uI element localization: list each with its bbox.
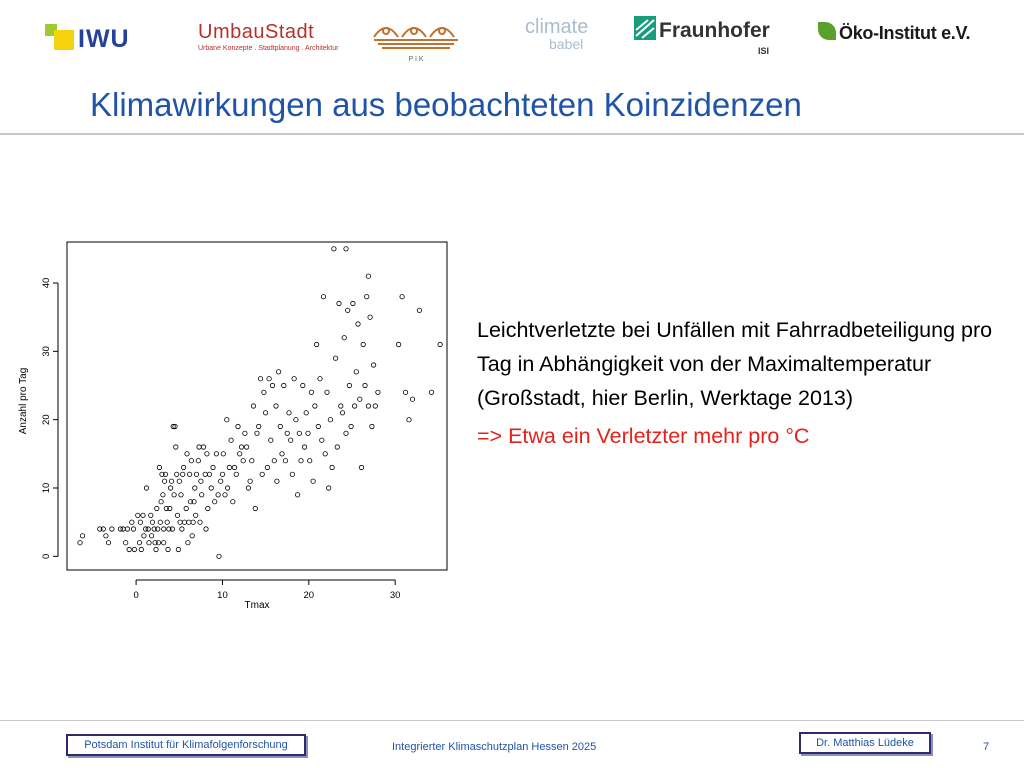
x-tick-label: 0 <box>133 590 139 601</box>
data-point <box>327 486 331 490</box>
iwu-logo-yellow-square <box>54 30 74 50</box>
scatter-points <box>78 247 443 559</box>
data-point <box>283 459 287 463</box>
data-point <box>191 520 195 524</box>
data-point <box>187 472 191 476</box>
data-point <box>236 424 240 428</box>
data-point <box>139 547 143 551</box>
data-point <box>294 418 298 422</box>
data-point <box>255 431 259 435</box>
data-point <box>263 411 267 415</box>
data-point <box>165 520 169 524</box>
data-point <box>204 527 208 531</box>
data-point <box>370 424 374 428</box>
fraunhofer-mark-icon <box>634 16 656 40</box>
data-point <box>106 541 110 545</box>
data-point <box>253 506 257 510</box>
data-point <box>241 459 245 463</box>
data-point <box>342 336 346 340</box>
data-point <box>407 418 411 422</box>
data-point <box>371 363 375 367</box>
description-text: Leichtverletzte bei Unfällen mit Fahrradbeteiligung pro Tag in Abhängigkeit von der Maximaltemperatur (Großstadt, hier Berlin, Werktage 2013) <box>477 318 993 410</box>
data-point <box>185 452 189 456</box>
data-point <box>147 541 151 545</box>
y-tick-label: 40 <box>41 277 52 289</box>
iwu-logo-text: IWU <box>78 25 130 53</box>
data-point <box>358 397 362 401</box>
x-tick-label: 20 <box>303 590 315 601</box>
footer-author: Dr. Matthias Lüdeke <box>799 732 931 754</box>
data-point <box>121 527 125 531</box>
data-point <box>216 493 220 497</box>
data-point <box>340 411 344 415</box>
data-point <box>368 315 372 319</box>
data-point <box>227 465 231 469</box>
data-point <box>186 541 190 545</box>
data-point <box>136 513 140 517</box>
data-point <box>232 465 236 469</box>
x-axis <box>133 580 400 601</box>
data-point <box>400 295 404 299</box>
data-point <box>346 308 350 312</box>
y-tick-label: 20 <box>41 414 52 425</box>
data-point <box>194 513 198 517</box>
data-point <box>304 411 308 415</box>
data-point <box>196 459 200 463</box>
data-point <box>306 431 310 435</box>
data-point <box>162 527 166 531</box>
data-point <box>178 520 182 524</box>
data-point <box>198 520 202 524</box>
data-point <box>244 445 248 449</box>
data-point <box>366 404 370 408</box>
data-point <box>278 424 282 428</box>
data-point <box>302 445 306 449</box>
data-point <box>267 377 271 381</box>
pik-logo-text: P I K <box>408 56 424 63</box>
footer-institute: Potsdam Institut für Klimafolgenforschung <box>66 734 306 756</box>
data-point <box>190 534 194 538</box>
plot-frame <box>67 242 447 570</box>
data-point <box>181 472 185 476</box>
data-point <box>344 247 348 251</box>
fraunhofer-logo-sub: ISI <box>758 46 770 56</box>
data-point <box>332 247 336 251</box>
data-point <box>162 541 166 545</box>
data-point <box>243 431 247 435</box>
data-point <box>282 383 286 387</box>
data-point <box>172 493 176 497</box>
data-point <box>250 459 254 463</box>
data-point <box>211 465 215 469</box>
data-point <box>265 465 269 469</box>
y-axis-label: Anzahl pro Tag <box>18 367 29 435</box>
data-point <box>213 500 217 504</box>
data-point <box>335 445 339 449</box>
data-point <box>137 541 141 545</box>
data-point <box>356 322 360 326</box>
data-point <box>174 445 178 449</box>
data-point <box>203 472 207 476</box>
footer-project: Integrierter Klimaschutzplan Hessen 2025 <box>392 741 597 753</box>
data-point <box>104 534 108 538</box>
x-tick-label: 30 <box>389 590 401 601</box>
climate-babel-logo-line1: climate <box>525 16 589 38</box>
data-point <box>410 397 414 401</box>
data-point <box>209 486 213 490</box>
data-point <box>166 547 170 551</box>
data-point <box>150 520 154 524</box>
data-point <box>376 390 380 394</box>
data-point <box>352 404 356 408</box>
data-point <box>363 383 367 387</box>
data-point <box>177 479 181 483</box>
data-point <box>225 418 229 422</box>
data-point <box>359 465 363 469</box>
data-point <box>239 445 243 449</box>
data-point <box>200 493 204 497</box>
data-point <box>251 404 255 408</box>
data-point <box>344 431 348 435</box>
data-point <box>260 472 264 476</box>
data-point <box>193 486 197 490</box>
data-point <box>365 295 369 299</box>
data-point <box>125 527 129 531</box>
data-point <box>308 459 312 463</box>
data-point <box>131 527 135 531</box>
data-point <box>141 513 145 517</box>
data-point <box>289 438 293 442</box>
data-point <box>182 520 186 524</box>
data-point <box>275 479 279 483</box>
data-point <box>351 301 355 305</box>
data-point <box>396 342 400 346</box>
data-point <box>330 465 334 469</box>
data-point <box>299 459 303 463</box>
data-point <box>301 383 305 387</box>
data-point <box>285 431 289 435</box>
data-point <box>321 295 325 299</box>
umbaustadt-logo-subtitle: Urbane Konzepte . Stadtplanung . Architektur <box>198 45 339 52</box>
title-divider <box>0 133 1024 135</box>
data-point <box>238 452 242 456</box>
data-point <box>354 370 358 374</box>
data-point <box>290 472 294 476</box>
data-point <box>175 513 179 517</box>
data-point <box>205 452 209 456</box>
data-point <box>80 534 84 538</box>
data-point <box>417 308 421 312</box>
data-point <box>318 377 322 381</box>
data-point <box>276 370 280 374</box>
data-point <box>272 459 276 463</box>
pik-logo <box>368 15 464 65</box>
climate-babel-logo-line2: babel <box>549 36 584 52</box>
data-point <box>223 493 227 497</box>
data-point <box>438 342 442 346</box>
data-point <box>295 493 299 497</box>
data-point <box>127 547 131 551</box>
data-point <box>184 506 188 510</box>
umbaustadt-logo-title: UmbauStadt <box>198 21 315 43</box>
data-point <box>231 500 235 504</box>
y-axis <box>41 278 58 559</box>
data-point <box>403 390 407 394</box>
partner-logos <box>0 0 1024 80</box>
data-point <box>214 452 218 456</box>
data-point <box>297 431 301 435</box>
y-tick-label: 30 <box>41 346 52 357</box>
data-point <box>158 520 162 524</box>
data-point <box>179 493 183 497</box>
x-tick-label: 10 <box>217 590 228 601</box>
data-point <box>287 411 291 415</box>
data-point <box>257 424 261 428</box>
oeko-leaf-icon <box>818 22 836 40</box>
data-point <box>429 390 433 394</box>
data-point <box>162 479 166 483</box>
data-point <box>347 383 351 387</box>
data-point <box>207 472 211 476</box>
y-tick-label: 0 <box>41 553 52 559</box>
data-point <box>206 506 210 510</box>
data-point <box>320 438 324 442</box>
data-point <box>269 438 273 442</box>
oeko-institut-logo-text: Öko-Institut e.V. <box>839 23 971 43</box>
y-tick-label: 10 <box>41 482 52 494</box>
data-point <box>219 479 223 483</box>
data-point <box>181 465 185 469</box>
data-point <box>169 479 173 483</box>
data-point <box>373 404 377 408</box>
data-point <box>154 547 158 551</box>
slide-title: Klimawirkungen aus beobachteten Koinzidenzen <box>90 86 802 123</box>
data-point <box>124 541 128 545</box>
x-axis-label: Tmax <box>244 600 270 611</box>
data-point <box>280 452 284 456</box>
data-point <box>337 301 341 305</box>
data-point <box>234 472 238 476</box>
data-point <box>155 506 159 510</box>
data-point <box>217 554 221 558</box>
data-point <box>328 418 332 422</box>
data-point <box>194 472 198 476</box>
data-point <box>366 274 370 278</box>
data-point <box>176 547 180 551</box>
data-point <box>262 390 266 394</box>
data-point <box>168 486 172 490</box>
data-point <box>187 520 191 524</box>
data-point <box>248 479 252 483</box>
result-text: => Etwa ein Verletzter mehr pro °C <box>477 424 810 448</box>
data-point <box>220 472 224 476</box>
data-point <box>157 465 161 469</box>
data-point <box>314 342 318 346</box>
data-point <box>313 404 317 408</box>
data-point <box>78 541 82 545</box>
fraunhofer-logo-text: Fraunhofer <box>659 19 770 42</box>
data-point <box>132 547 136 551</box>
data-point <box>292 377 296 381</box>
scatter-chart <box>0 232 460 622</box>
data-point <box>225 486 229 490</box>
data-point <box>221 452 225 456</box>
data-point <box>175 472 179 476</box>
data-point <box>149 534 153 538</box>
footer-divider <box>0 720 1024 721</box>
data-point <box>138 520 142 524</box>
data-point <box>316 424 320 428</box>
data-point <box>349 424 353 428</box>
slide-description <box>477 313 1017 453</box>
data-point <box>246 486 250 490</box>
data-point <box>180 527 184 531</box>
data-point <box>333 356 337 360</box>
data-point <box>361 342 365 346</box>
umbaustadt-logo <box>198 21 338 52</box>
data-point <box>309 390 313 394</box>
page-number: 7 <box>983 741 990 753</box>
data-point <box>274 404 278 408</box>
data-point <box>258 377 262 381</box>
data-point <box>339 404 343 408</box>
data-point <box>199 479 203 483</box>
data-point <box>189 459 193 463</box>
data-point <box>323 452 327 456</box>
data-point <box>130 520 134 524</box>
data-point <box>110 527 114 531</box>
climate-babel-logo <box>525 17 588 51</box>
data-point <box>311 479 315 483</box>
data-point <box>197 445 201 449</box>
data-point <box>142 534 146 538</box>
data-point <box>159 500 163 504</box>
data-point <box>325 390 329 394</box>
data-point <box>201 445 205 449</box>
data-point <box>149 513 153 517</box>
data-point <box>161 493 165 497</box>
data-point <box>144 486 148 490</box>
data-point <box>270 383 274 387</box>
data-point <box>229 438 233 442</box>
